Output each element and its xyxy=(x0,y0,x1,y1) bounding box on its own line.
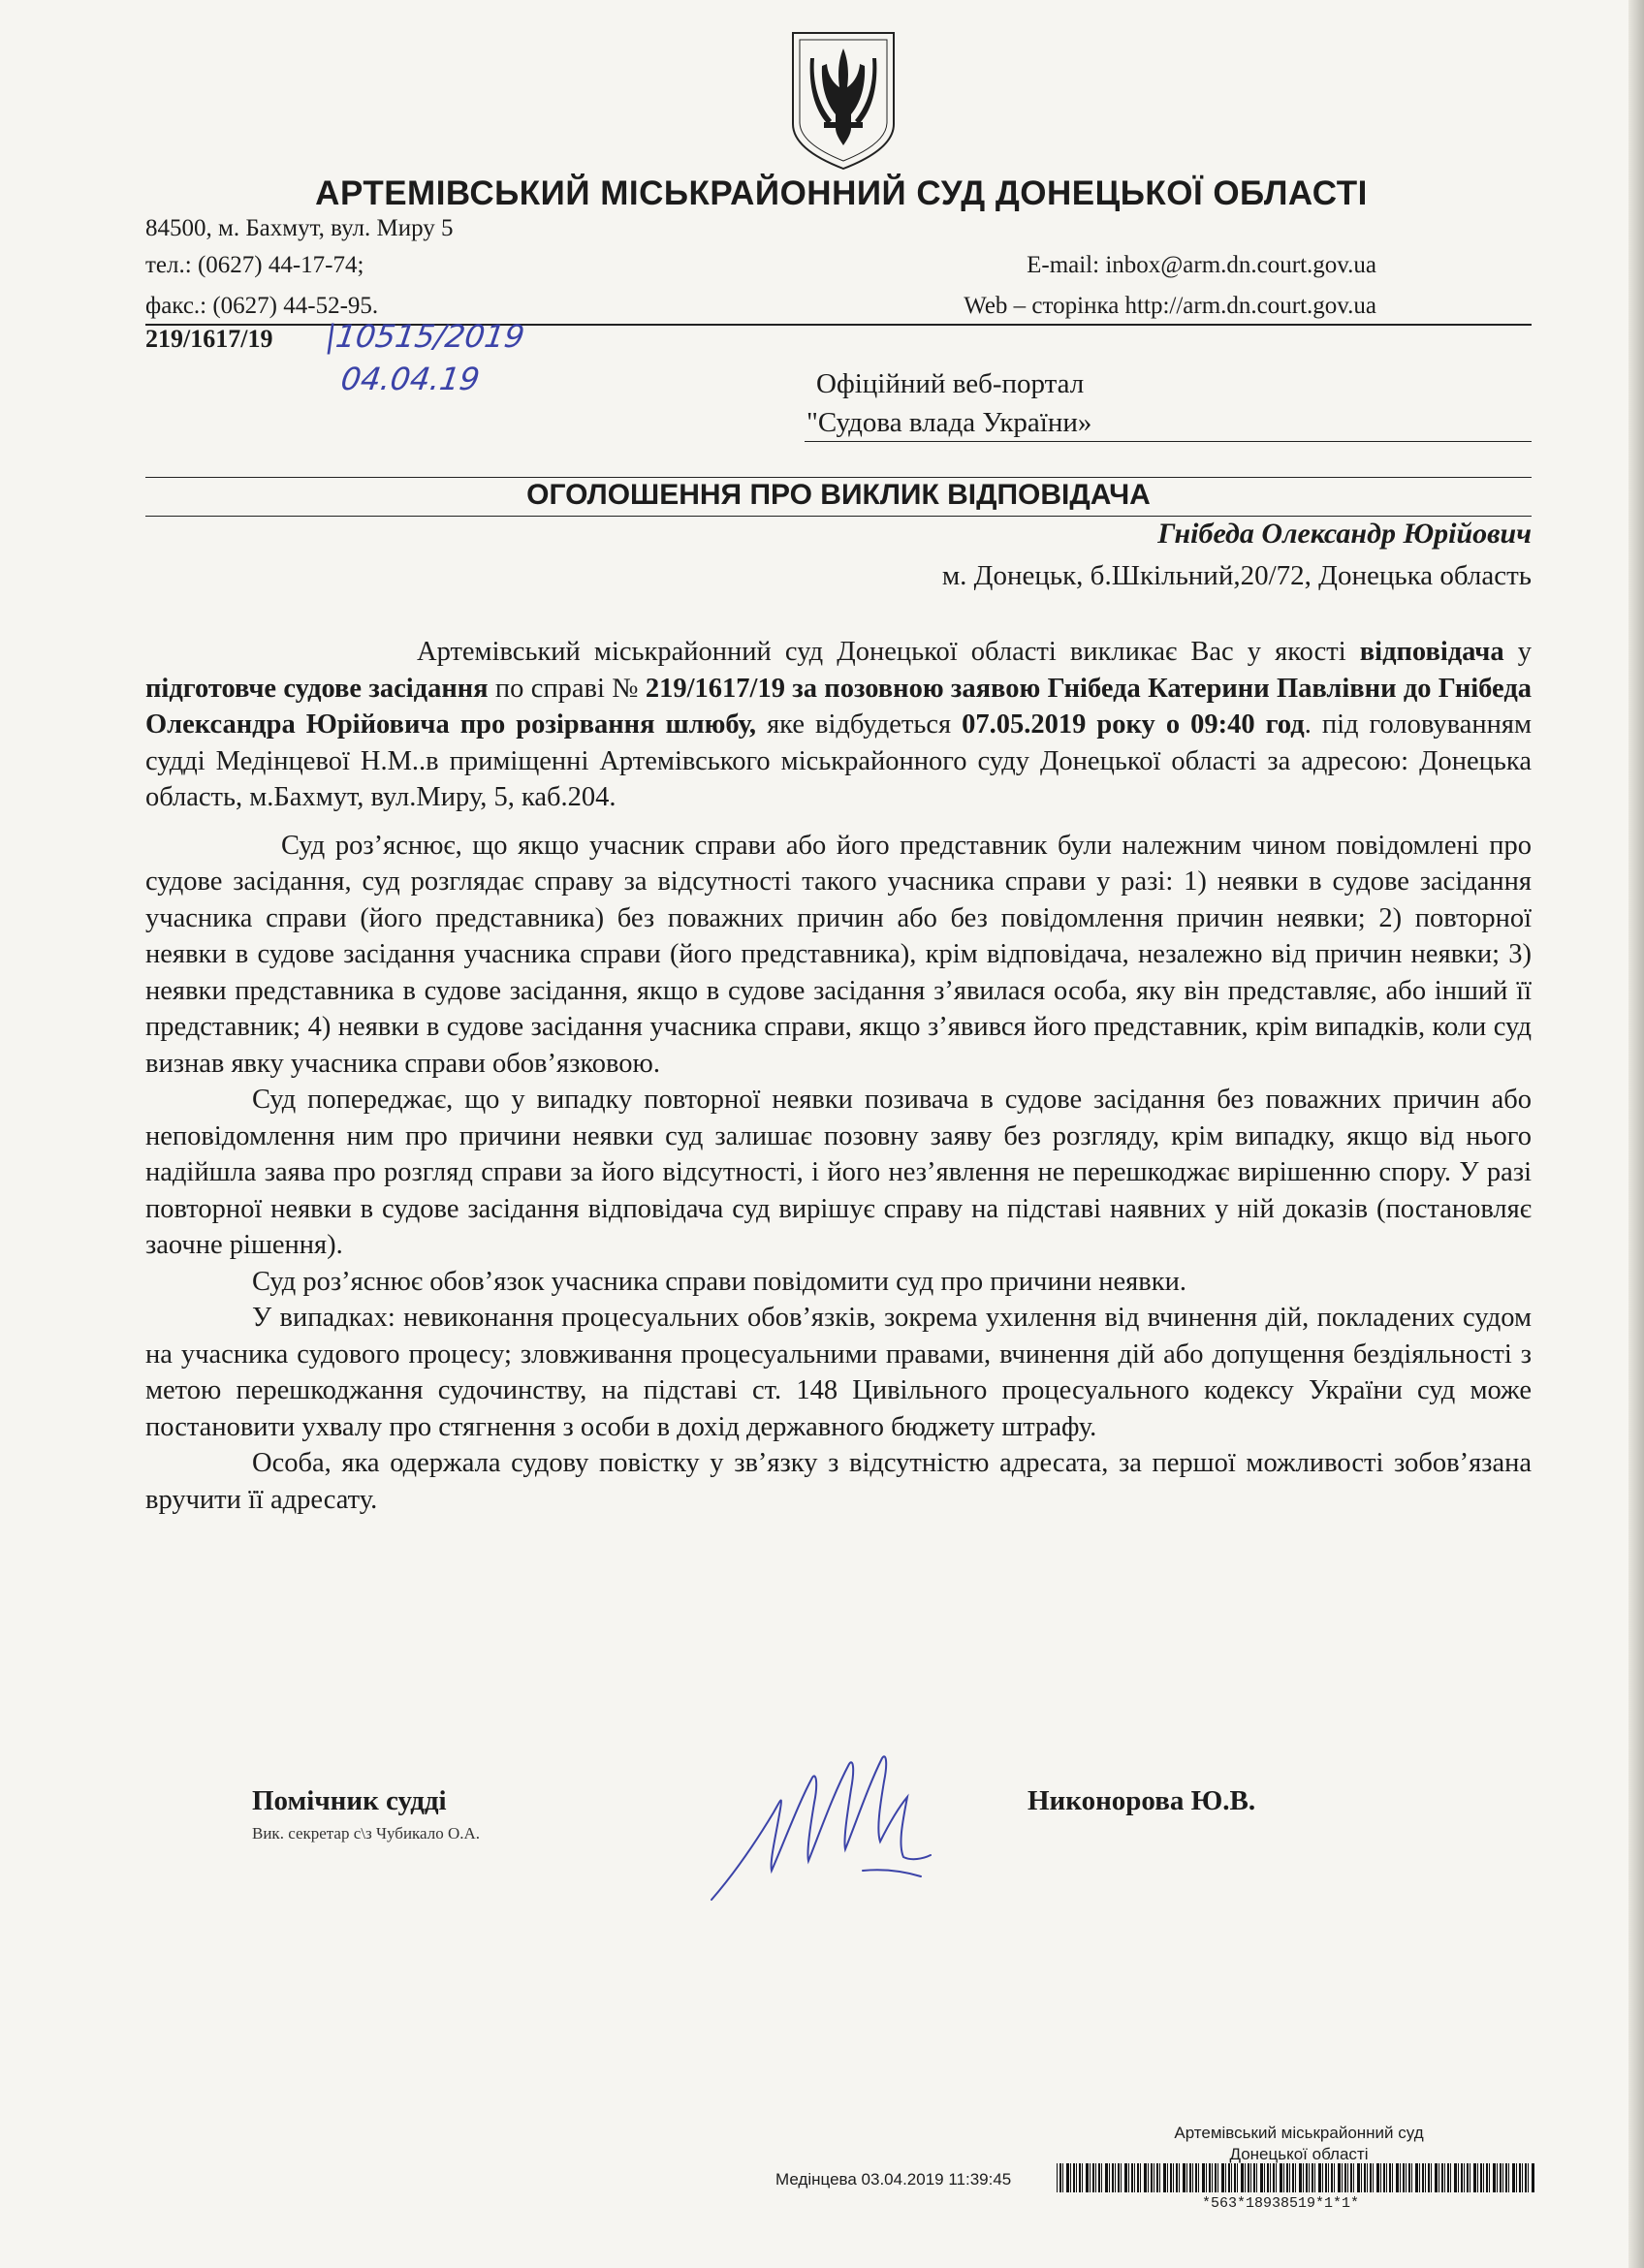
barcode-icon xyxy=(1057,2163,1537,2192)
summons-text: . під головуванням судді Медінцевої Н.М..в приміщенні Артемівського міськрайонного суду Донецької області за адресою: Донецька область, м.Бахмут, вул.Миру, 5, каб.204. xyxy=(145,709,1532,812)
title-rule-top xyxy=(145,477,1532,478)
barcode-number: *563*18938519*1*1* xyxy=(1202,2195,1360,2212)
paragraph-obligation: Суд роз’яснює обов’язок учасника справи повідомити суд про причини неявки. xyxy=(252,1266,1186,1297)
paragraph-warning: Суд попереджає, що у випадку повторної неявки позивача в судове засідання без поважних причин або неповідомлення ним про причини неявки суд залишає позовну заяву без розгляду, крім випадку, якщо від нього надійшла заява про розгляд справи за його відсутності, і його нез’явлення не перешкоджає вирішенню спору. У разі повторної неявки в судове засідання відповідача суд вирішує справу на підставі наявних у ній доказів (постановляє заочне рішення). xyxy=(145,1085,1532,1260)
paragraph-summons xyxy=(145,634,1532,816)
recipient-line-2: "Судова влада України» xyxy=(806,407,1092,438)
case-number: 219/1617/19 xyxy=(145,325,273,353)
summons-text: у xyxy=(1503,637,1533,667)
summons-role: відповідача xyxy=(1359,637,1504,667)
recipient-underline xyxy=(805,441,1532,442)
paragraph-absence-rules: Суд роз’яснює, що якщо учасник справи або його представник були належним чином повідомлені про судове засідання, суд розглядає справу за відсутності такого учасника справи у разі: 1) неявки в судове засідання учасника справи (його представника) без поважних причин або без повідомлення причин неявки; 2) повторної неявки в судове засідання учасника справи (його представника), крім відповідача, незалежно від причин неявки; 3) неявки представника в судове засідання, якщо в судове засідання з’явилася особа, яку він представляє, або інший її представник; 4) неявки в судове засідання учасника справи, якщо з’явився його представник, крім випадків, коли суд визнав явку учасника справи обов’язковою. xyxy=(145,830,1532,1079)
summons-text: по справі № xyxy=(488,673,646,704)
court-phone: тел.: (0627) 44-17-74; xyxy=(145,252,364,278)
stamp-court-line-1: Артемівський міськрайонний суд xyxy=(1174,2124,1424,2142)
court-name: АРТЕМІВСЬКИЙ МІСЬКРАЙОННИЙ СУД ДОНЕЦЬКОЇ ОБЛАСТІ xyxy=(315,174,1368,212)
stamp-court xyxy=(1134,2123,1464,2165)
hearing-datetime: 07.05.2019 року о 09:40 год xyxy=(962,709,1305,740)
page-edge xyxy=(1628,0,1644,2268)
stamp-metadata: Медінцева 03.04.2019 11:39:45 xyxy=(775,2170,1012,2189)
court-email: E-mail: inbox@arm.dn.court.gov.ua xyxy=(1027,252,1376,278)
paragraph-penalty: У випадках: невиконання процесуальних обов’язків, зокрема ухилення від вчинення дій, покладених судом на учасника судового процесу; зловживання процесуальними правами, вчинення дій або допущення бездіяльності з метою перешкоджання судочинству, на підставі ст. 148 Цивільного процесуального кодексу України суд може постановити ухвалу про стягнення з особи в дохід державного бюджету штрафу. xyxy=(145,1303,1532,1442)
summons-text: Артемівський міськрайонний суд Донецької області викликає Вас у якості xyxy=(417,637,1360,667)
signer-subtitle: Вик. секретар с\з Чубикало О.А. xyxy=(252,1824,481,1843)
notice-body xyxy=(145,634,1532,1518)
title-rule-bottom xyxy=(145,516,1532,517)
stamp-court-line-2: Донецької області xyxy=(1229,2145,1369,2163)
respondent-name: Гнібеда Олександр Юрійович xyxy=(1157,518,1532,550)
handwritten-date: 04.04.19 xyxy=(338,361,483,397)
recipient-line-1: Офіційний веб-портал xyxy=(816,368,1085,399)
handwritten-signature-icon xyxy=(698,1725,950,1909)
signer-title: Помічник судді xyxy=(252,1785,447,1816)
respondent-address: м. Донецьк, б.Шкільний,20/72, Донецька область xyxy=(941,560,1532,591)
case-details: 219/1617/19 за позовною заявою Гнібеда Катерини Павлівни до Гнібеда Олександра Юрійовича про розірвання шлюбу, xyxy=(145,673,1532,740)
court-address: 84500, м. Бахмут, вул. Миру 5 xyxy=(145,215,454,241)
coat-of-arms-icon xyxy=(785,27,901,173)
paragraph-delivery: Особа, яка одержала судову повістку у зв’язку з відсутністю адресата, за першої можливості зобов’язана вручити її адресату. xyxy=(145,1448,1532,1515)
court-website: Web – сторінка http://arm.dn.court.gov.ua xyxy=(964,293,1376,319)
signer-name: Никонорова Ю.В. xyxy=(1028,1785,1256,1816)
notice-title: ОГОЛОШЕННЯ ПРО ВИКЛИК ВІДПОВІДАЧА xyxy=(526,479,1151,511)
summons-text: яке відбудеться xyxy=(756,709,963,740)
hearing-type: підготовче судове засідання xyxy=(145,673,489,704)
handwritten-registration: |10515/2019 xyxy=(323,318,527,355)
court-fax: факс.: (0627) 44-52-95. xyxy=(145,293,379,319)
